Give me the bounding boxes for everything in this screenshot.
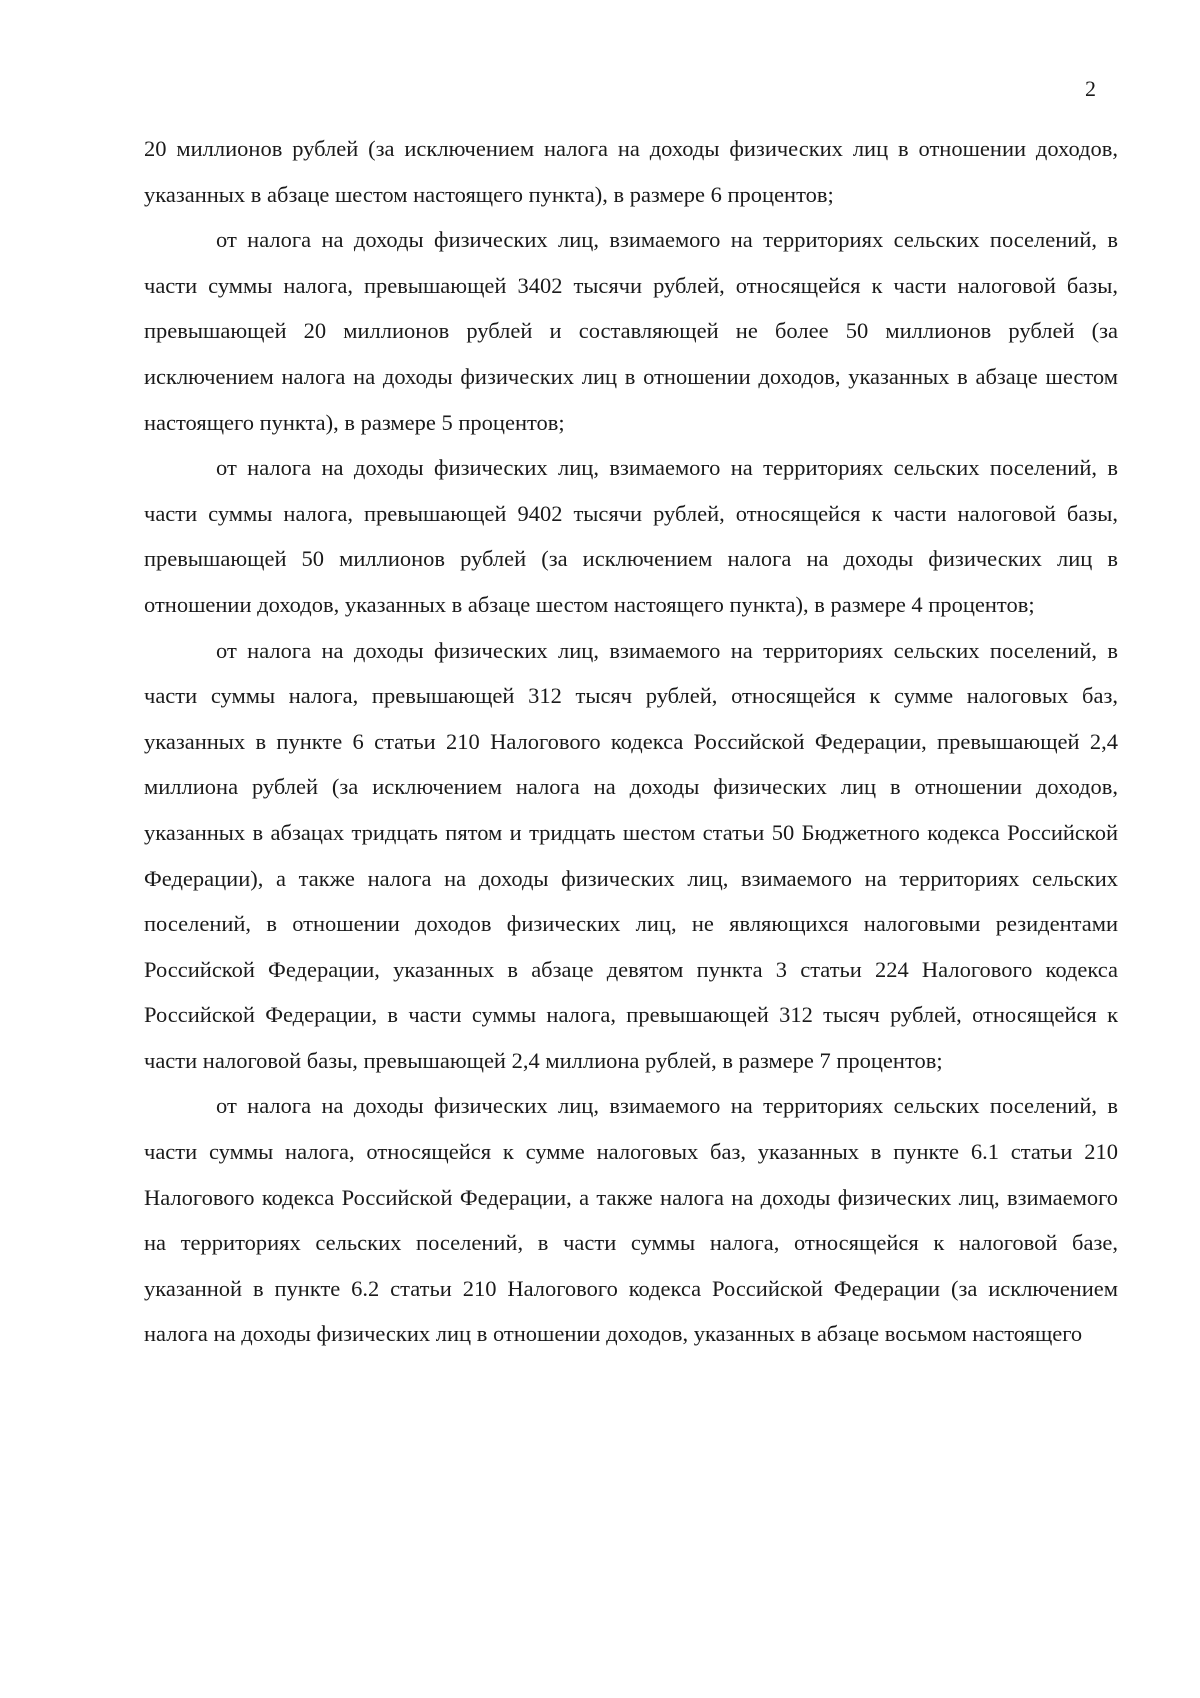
- page-number: 2: [1085, 76, 1096, 101]
- paragraph-continuation: 20 миллионов рублей (за исключением налога на доходы физических лиц в отношении доходов, указанных в абзаце шестом настоящего пункта), в размере 6 процентов;: [144, 136, 1118, 207]
- paragraph: от налога на доходы физических лиц, взимаемого на территориях сельских поселений, в части суммы налога, превышающей 9402 тысячи рублей, относящейся к части налоговой базы, превышающей 50 миллионов рублей (за исключением налога на доходы физических лиц в отношении доходов, указанных в абзаце шестом настоящего пункта), в размере 4 процентов;: [144, 455, 1118, 617]
- paragraph: от налога на доходы физических лиц, взимаемого на территориях сельских поселений, в части суммы налога, превышающей 3402 тысячи рублей, относящейся к части налоговой базы, превышающей 20 миллионов рублей и составляющей не более 50 миллионов рублей (за исключением налога на доходы физических лиц в отношении доходов, указанных в абзаце шестом настоящего пункта), в размере 5 процентов;: [144, 227, 1118, 435]
- document-body: [144, 126, 1118, 1357]
- paragraph: от налога на доходы физических лиц, взимаемого на территориях сельских поселений, в части суммы налога, превышающей 312 тысяч рублей, относящейся к сумме налоговых баз, указанных в пункте 6 статьи 210 Налогового кодекса Российской Федерации, превышающей 2,4 миллиона рублей (за исключением налога на доходы физических лиц в отношении доходов, указанных в абзацах тридцать пятом и тридцать шестом статьи 50 Бюджетного кодекса Российской Федерации), а также налога на доходы физических лиц, взимаемого на территориях сельских поселений, в отношении доходов физических лиц, не являющихся налоговыми резидентами Российской Федерации, указанных в абзаце девятом пункта 3 статьи 224 Налогового кодекса Российской Федерации, в части суммы налога, превышающей 312 тысяч рублей, относящейся к части налоговой базы, превышающей 2,4 миллиона рублей, в размере 7 процентов;: [144, 637, 1118, 1073]
- paragraph: от налога на доходы физических лиц, взимаемого на территориях сельских поселений, в части суммы налога, относящейся к сумме налоговых баз, указанных в пункте 6.1 статьи 210 Налогового кодекса Российской Федерации, а также налога на доходы физических лиц, взимаемого на территориях сельских поселений, в части суммы налога, относящейся к налоговой базе, указанной в пункте 6.2 статьи 210 Налогового кодекса Российской Федерации (за исключением налога на доходы физических лиц в отношении доходов, указанных в абзаце восьмом настоящего: [144, 1093, 1118, 1347]
